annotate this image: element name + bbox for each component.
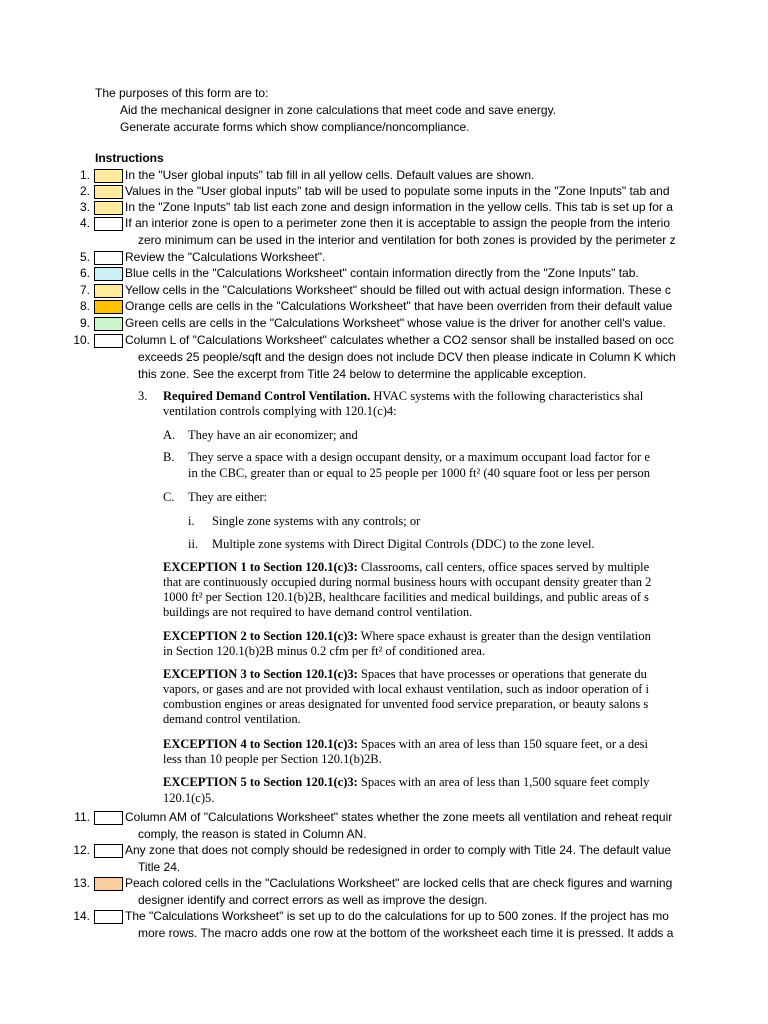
instruction-text: Green cells are cells in the "Calculations Worksheet" whose value is the driver for another cell's value. xyxy=(125,316,666,330)
excerpt-c-label: C. xyxy=(163,490,175,504)
exception-1-line-3: 1000 ft² per Section 120.1(b)2B, healthcare facilities and medical buildings, and public areas of s xyxy=(163,590,649,604)
instruction-color-cell[interactable] xyxy=(94,251,123,265)
instruction-number: 6. xyxy=(79,266,90,280)
instruction-text-continued-2: this zone. See the excerpt from Title 24 below to determine the applicable exception. xyxy=(138,367,587,381)
exception-3-line-4: demand control ventilation. xyxy=(163,712,301,726)
instruction-text: In the "Zone Inputs" tab list each zone and design information in the yellow cells. This tab is set up for a xyxy=(125,200,673,214)
exception-3-line-3: combustion engines or areas designated for unvented food service preparation, or beauty salons s xyxy=(163,697,649,711)
excerpt-item-number: 3. xyxy=(138,389,148,403)
exception-3-line-2: vapors, or gases and are not provided with local exhaust ventilation, such as indoor operation of i xyxy=(163,682,649,696)
exception-3-line-1: EXCEPTION 3 to Section 120.1(c)3: Spaces that have processes or operations that generate du xyxy=(163,667,647,681)
excerpt-item-line-2: ventilation controls complying with 120.1(c)4: xyxy=(163,404,397,418)
excerpt-b-text-2: in the CBC, greater than or equal to 25 people per 1000 ft² (40 square foot or less per person xyxy=(188,466,650,480)
instruction-number: 4. xyxy=(79,216,90,230)
instruction-text: Blue cells in the "Calculations Worksheet" contain information directly from the "Zone Inputs" tab. xyxy=(125,266,639,280)
instruction-text: Orange cells are cells in the "Calculations Worksheet" that have been overriden from their default value xyxy=(125,299,673,313)
instruction-number: 10. xyxy=(73,333,90,347)
instruction-text: Column L of "Calculations Worksheet" calculates whether a CO2 sensor shall be installed based on occ xyxy=(125,333,674,347)
instruction-number: 9. xyxy=(79,316,90,330)
instruction-color-cell[interactable] xyxy=(94,185,123,199)
instruction-color-cell[interactable] xyxy=(94,284,123,298)
instructions-title: Instructions xyxy=(95,151,164,165)
instruction-number: 2. xyxy=(79,184,90,198)
instruction-number: 5. xyxy=(79,250,90,264)
excerpt-b-text: They serve a space with a design occupant density, or a maximum occupant load factor for e xyxy=(188,450,650,464)
intro-heading: The purposes of this form are to: xyxy=(95,86,269,100)
instruction-text: Peach colored cells in the "Caclulations Worksheet" are locked cells that are check figures and warning xyxy=(125,876,673,890)
purpose-1: Aid the mechanical designer in zone calculations that meet code and save energy. xyxy=(120,103,557,117)
exception-1-line-2: that are continuously occupied during normal business hours with occupant density greater than 2 xyxy=(163,575,652,589)
instruction-number: 8. xyxy=(79,299,90,313)
instruction-color-cell[interactable] xyxy=(94,877,123,891)
instruction-text: Review the "Calculations Worksheet". xyxy=(125,250,326,264)
instruction-text: Column AM of "Calculations Worksheet" states whether the zone meets all ventilation and reheat requir xyxy=(125,810,673,824)
instruction-number: 11. xyxy=(74,810,90,824)
instruction-number: 14. xyxy=(73,909,90,923)
instruction-text: Any zone that does not comply should be redesigned in order to comply with Title 24. The default value xyxy=(125,843,672,857)
excerpt-c-text: They are either: xyxy=(188,490,268,504)
excerpt-b-label: B. xyxy=(163,450,175,464)
excerpt-a-label: A. xyxy=(163,428,176,442)
instruction-text: The "Calculations Worksheet" is set up to do the calculations for up to 500 zones. If the project has mo xyxy=(125,909,669,923)
instruction-text-continued: designer identify and correct errors as well as improve the design. xyxy=(138,893,488,907)
instruction-text: In the "User global inputs" tab fill in all yellow cells. Default values are shown. xyxy=(125,168,535,182)
instruction-color-cell[interactable] xyxy=(94,267,123,281)
exception-5-line-2: 120.1(c)5. xyxy=(163,791,215,805)
instruction-number: 7. xyxy=(79,283,90,297)
purpose-2: Generate accurate forms which show compliance/noncompliance. xyxy=(120,120,470,134)
exception-1-line-1: EXCEPTION 1 to Section 120.1(c)3: Classrooms, call centers, office spaces served by multiple xyxy=(163,560,650,574)
instruction-color-cell[interactable] xyxy=(94,201,123,215)
exception-2-line-2: in Section 120.1(b)2B minus 0.2 cfm per ft² of conditioned area. xyxy=(163,644,486,658)
instruction-text-continued: exceeds 25 people/sqft and the design does not include DCV then please indicate in Column K which xyxy=(138,350,676,364)
exception-2-line-1: EXCEPTION 2 to Section 120.1(c)3: Where space exhaust is greater than the design ventilation xyxy=(163,629,651,643)
instruction-text-continued: zero minimum can be used in the interior and ventilation for both zones is provided by the perimeter z xyxy=(138,233,676,247)
exception-5-line-1: EXCEPTION 5 to Section 120.1(c)3: Spaces with an area of less than 1,500 square feet comply xyxy=(163,775,650,789)
excerpt-ii-label: ii. xyxy=(188,537,199,551)
instruction-number: 13. xyxy=(73,876,90,890)
exception-4-line-1: EXCEPTION 4 to Section 120.1(c)3: Spaces with an area of less than 150 square feet, or a desi xyxy=(163,737,648,751)
exception-4-line-2: less than 10 people per Section 120.1(b)2B. xyxy=(163,752,382,766)
instruction-text: If an interior zone is open to a perimeter zone then it is acceptable to assign the people from the interio xyxy=(125,216,670,230)
instruction-number: 3. xyxy=(79,200,90,214)
excerpt-i-label: i. xyxy=(188,514,195,528)
excerpt-item-line-1: Required Demand Control Ventilation. HVAC systems with the following characteristics shal xyxy=(163,389,644,403)
exception-1-line-4: buildings are not required to have demand control ventilation. xyxy=(163,605,473,619)
instruction-color-cell[interactable] xyxy=(94,910,123,924)
instruction-color-cell[interactable] xyxy=(94,317,123,331)
instruction-color-cell[interactable] xyxy=(94,217,123,231)
instruction-color-cell[interactable] xyxy=(94,169,123,183)
excerpt-ii-text: Multiple zone systems with Direct Digital Controls (DDC) to the zone level. xyxy=(212,537,595,551)
instruction-color-cell[interactable] xyxy=(94,334,123,348)
instruction-number: 1. xyxy=(79,168,90,182)
instruction-color-cell[interactable] xyxy=(94,811,123,825)
instruction-text: Values in the "User global inputs" tab will be used to populate some inputs in the "Zone Inputs" tab and xyxy=(125,184,670,198)
instruction-text-continued: comply, the reason is stated in Column AN. xyxy=(138,827,367,841)
excerpt-i-text: Single zone systems with any controls; or xyxy=(212,514,421,528)
instruction-text: Yellow cells in the "Calculations Worksheet" should be filled out with actual design information. These c xyxy=(125,283,671,297)
instruction-text-continued: more rows. The macro adds one row at the bottom of the worksheet each time it is pressed. It adds a xyxy=(138,926,674,940)
instruction-number: 12. xyxy=(73,843,90,857)
instruction-color-cell[interactable] xyxy=(94,300,123,314)
instruction-color-cell[interactable] xyxy=(94,844,123,858)
instruction-text-continued: Title 24. xyxy=(138,860,181,874)
excerpt-a-text: They have an air economizer; and xyxy=(188,428,358,442)
